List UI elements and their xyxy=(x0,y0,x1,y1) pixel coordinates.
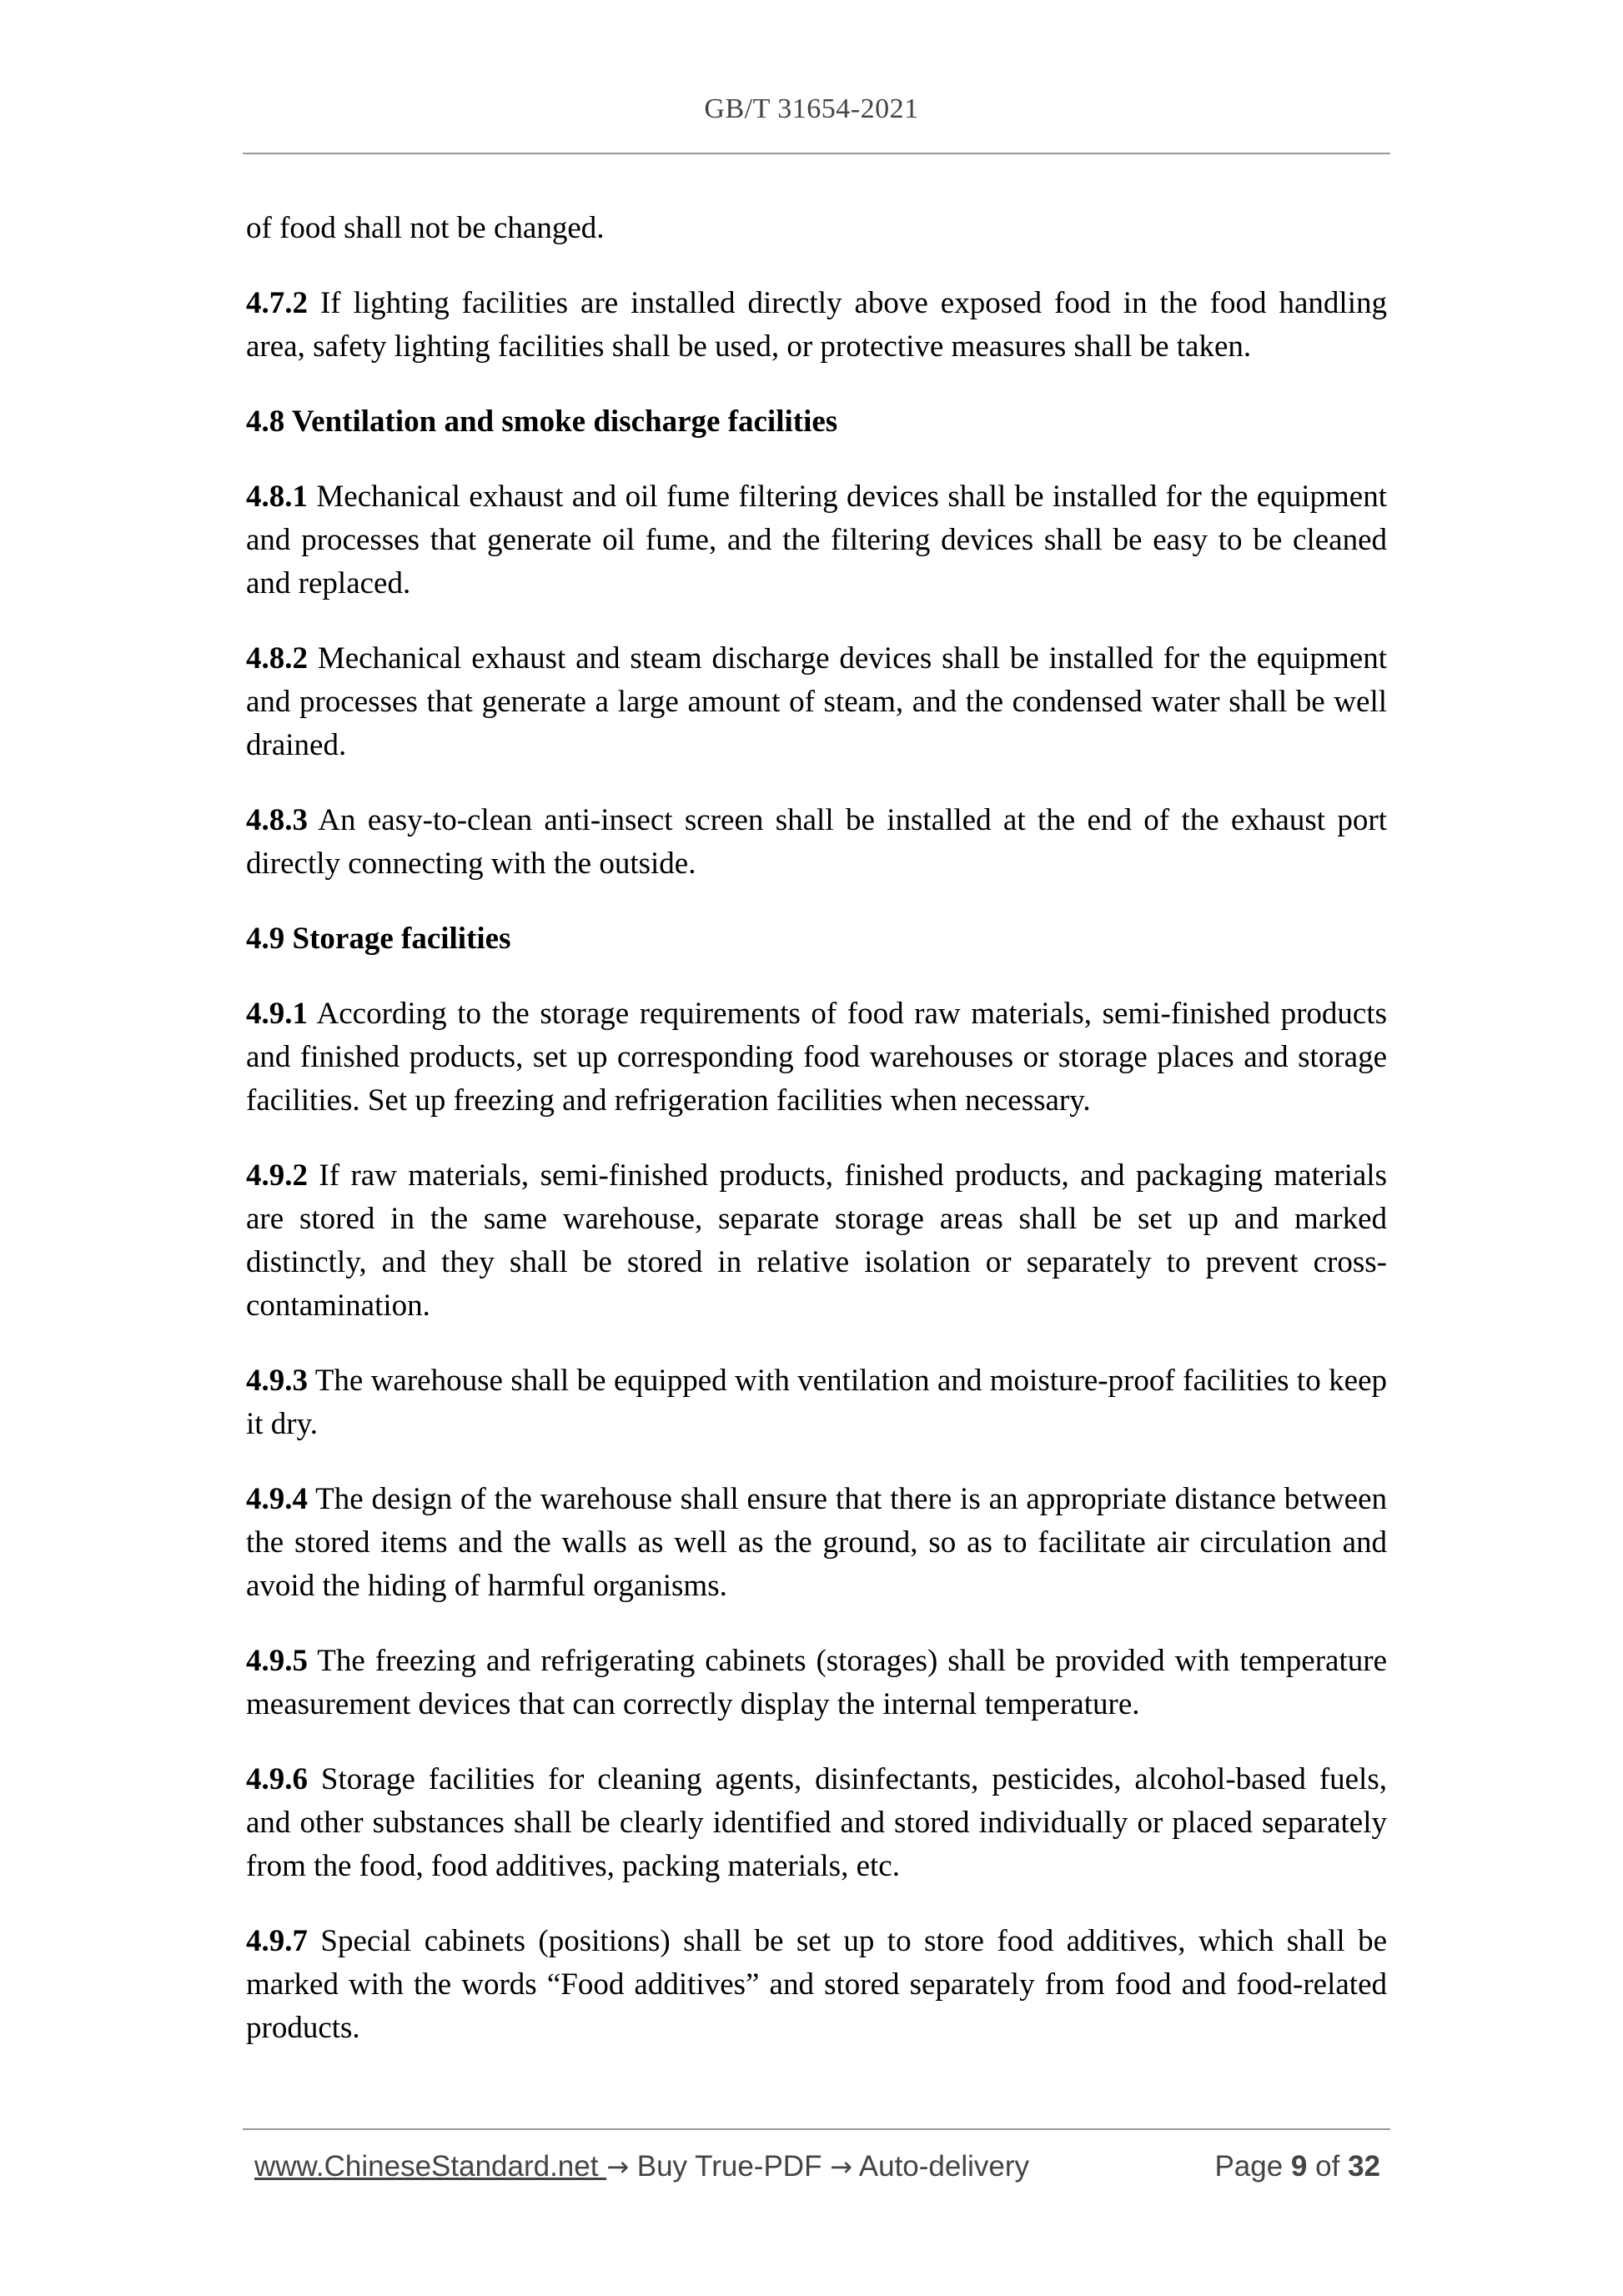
section-heading: 4.8 Ventilation and smoke discharge facilities xyxy=(246,404,838,439)
document-header xyxy=(0,93,1623,125)
clause-text: Storage facilities for cleaning agents, disinfectants, pesticides, alcohol-based fuels, and other substances shall be clearly identified and stored individually or placed separately from the food, food additives, packing materials, etc. xyxy=(246,1762,1387,1883)
clause-text: The design of the warehouse shall ensure that there is an appropriate distance between the stored items and the walls as well as the ground, so as to facilitate air circulation and avoid the hiding of harmful organisms. xyxy=(246,1482,1387,1603)
paragraph xyxy=(246,475,1387,605)
clause-number: 4.9.6 xyxy=(246,1762,308,1796)
header-divider xyxy=(243,153,1390,154)
page-label: Page xyxy=(1214,2150,1284,2183)
auto-delivery-text: Auto-delivery xyxy=(852,2150,1030,2183)
page-current: 9 xyxy=(1290,2150,1308,2183)
paragraph xyxy=(246,1154,1387,1328)
clause-number: 4.7.2 xyxy=(246,286,308,320)
footer-divider xyxy=(243,2128,1390,2130)
page-number xyxy=(1214,2150,1380,2183)
paragraph xyxy=(246,1359,1387,1446)
clause-number: 4.9.5 xyxy=(246,1644,308,1678)
clause-number: 4.9.3 xyxy=(246,1364,308,1398)
arrow-right-icon: → xyxy=(830,2151,852,2183)
clause-number: 4.9.4 xyxy=(246,1482,308,1516)
paragraph xyxy=(246,992,1387,1123)
clause-text: The freezing and refrigerating cabinets (storages) shall be provided with temperature measurement devices that can correctly display the internal temperature. xyxy=(246,1644,1387,1721)
paragraph xyxy=(246,799,1387,886)
paragraph xyxy=(246,207,1387,250)
document-body xyxy=(246,207,1387,2082)
paragraph xyxy=(246,1640,1387,1726)
page-total: 32 xyxy=(1348,2150,1380,2183)
clause-text: Mechanical exhaust and steam discharge devices shall be installed for the equipment and processes that generate a large amount of steam, and the condensed water shall be well drained. xyxy=(246,641,1387,762)
website-link[interactable]: www.ChineseStandard.net xyxy=(254,2150,607,2183)
clause-text: An easy-to-clean anti-insect screen shall be installed at the end of the exhaust port directly connecting with the outside. xyxy=(246,803,1387,881)
clause-number: 4.8.1 xyxy=(246,480,308,514)
arrow-right-icon: → xyxy=(606,2151,629,2183)
paragraph xyxy=(246,1758,1387,1888)
clause-text: According to the storage requirements of food raw materials, semi-finished products and finished products, set up corresponding food warehouses or storage places and storage facilities. Set up freezing and refrigeration facilities when necessary. xyxy=(246,997,1387,1118)
clause-number: 4.8.3 xyxy=(246,803,308,837)
paragraph xyxy=(246,1478,1387,1608)
paragraph xyxy=(246,637,1387,767)
section-heading: 4.9 Storage facilities xyxy=(246,922,511,956)
document-id: GB/T 31654-2021 xyxy=(704,93,919,124)
clause-text: Special cabinets (positions) shall be set up to store food additives, which shall be marked with the words “Food additives” and stored separately from food and food-related products. xyxy=(246,1924,1387,2045)
page-footer xyxy=(254,2150,1380,2183)
clause-number: 4.9.2 xyxy=(246,1158,308,1193)
clause-text: If lighting facilities are installed directly above exposed food in the food handling area, safety lighting facilities shall be used, or protective measures shall be taken. xyxy=(246,286,1387,364)
clause-text: Mechanical exhaust and oil fume filtering devices shall be installed for the equipment and processes that generate oil fume, and the filtering devices shall be easy to be cleaned and replaced. xyxy=(246,480,1387,600)
page-of-label: of xyxy=(1315,2150,1340,2183)
buy-pdf-text: Buy True-PDF xyxy=(629,2150,831,2183)
clause-number: 4.8.2 xyxy=(246,641,308,676)
clause-text: of food shall not be changed. xyxy=(246,211,605,245)
paragraph xyxy=(246,1920,1387,2050)
paragraph xyxy=(246,282,1387,369)
clause-text: If raw materials, semi-finished products, finished products, and packaging materials are stored in the same warehouse, separate storage areas shall be set up and marked distinctly, and they shall be stored in relative isolation or separately to prevent cross-contamination. xyxy=(246,1158,1387,1323)
clause-text: The warehouse shall be equipped with ventilation and moisture-proof facilities to keep it dry. xyxy=(246,1364,1387,1441)
clause-number: 4.9.1 xyxy=(246,997,308,1031)
clause-number: 4.9.7 xyxy=(246,1924,308,1958)
